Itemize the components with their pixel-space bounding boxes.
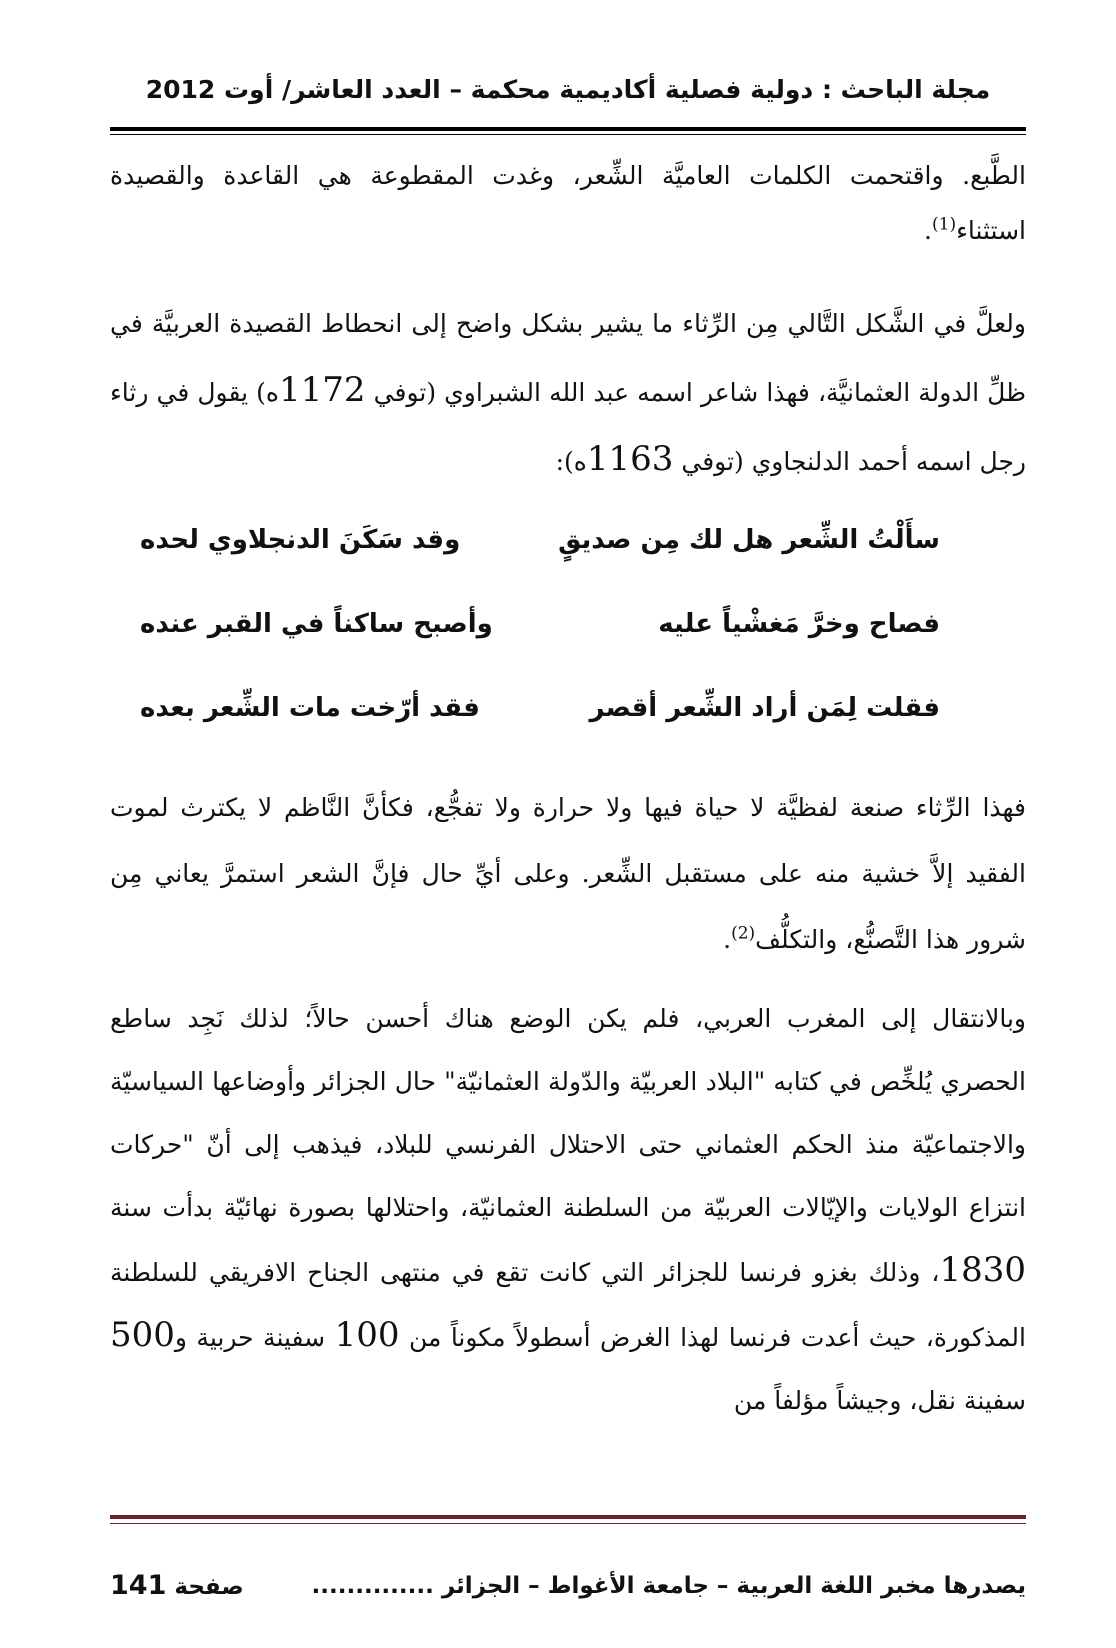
paragraph-1-text: الطَّبع. واقتحمت الكلمات العاميَّة الشِّعر، وغدت المقطوعة هي القاعدة والقصيدة استثناء [110,161,1026,245]
verse-first-hemistich: سأَلْتُ الشِّعر هل لك مِن صديقٍ [558,525,940,555]
verse-first-hemistich: فصاح وخرَّ مَغشْياً عليه [658,609,940,639]
paragraph-4-text-a: وبالانتقال إلى المغرب العربي، فلم يكن الوضع هناك أحسن حالاً؛ لذلك نَجِد ساطع الحصري يُلخِّص في كتابه "البلاد العربيّة والدّولة العثمانيّة" حال الجزائر وأوضاعها السياسيّة والاجتماعيّة منذ الحكم العثماني حتى الاحتلال الفرنسي للبلاد، فيذهب إلى أنّ "حركات انتزاع الولايات والإيّالات العربيّة من السلطنة العثمانيّة، واحتلالها بصورة نهائيّة بدأت سنة [110,1004,1026,1222]
paragraph-2-text-b: ه) يقول في رثاء رجل اسمه أحمد الدلنجاوي (توفي [110,378,1026,476]
poem-verses [140,510,940,762]
death-year-dalanjawi: 1163 [586,439,674,479]
paragraph-2 [110,290,1026,495]
paragraph-4-text-b: ، وذلك بغزو فرنسا للجزائر التي كانت تقع في منتهى الجناح الافريقي للسلطنة المذكورة، حيث أعدت فرنسا لهذا الغرض أسطولاً مكوناً من [110,1258,1026,1352]
footnote-ref-2: (2) [731,923,756,944]
paragraph-3-end: . [723,925,732,954]
invasion-year: 1830 [939,1250,1026,1290]
paragraph-3 [110,775,1026,973]
header-rule-thin [110,134,1026,135]
journal-title: مجلة الباحث : دولية فصلية أكاديمية محكمة – العدد العاشر/ أوت [224,75,991,104]
footer-rule [110,1515,1026,1519]
verse-second-hemistich: وأصبح ساكناً في القبر عنده [140,609,493,639]
verse-first-hemistich: فقلت لِمَن أراد الشِّعر أقصر [589,693,940,723]
paragraph-4 [110,987,1026,1432]
footer-rule-thin [110,1523,1026,1524]
verse-row [140,678,940,762]
paragraph-1-end: . [924,216,932,245]
warship-count: 100 [334,1315,400,1355]
page-label: صفحة [174,1574,244,1600]
page-number: 141 [110,1570,167,1601]
issue-year: 2012 [145,75,216,104]
paragraph-2-text-a: ولعلَّ في الشَّكل التَّالي مِن الرِّثاء ما يشير بشكل واضح إلى انحطاط القصيدة العربيَّة في ظلِّ الدولة العثمانيَّة، فهذا شاعر اسمه عبد الله الشبراوي (توفي [110,309,1026,407]
verse-row [140,510,940,594]
page-number-block [110,1568,244,1605]
paragraph-4-text-d: سفينة نقل، وجيشاً مؤلفاً من [733,1386,1026,1415]
transport-ship-count: 500 [110,1315,175,1355]
footnote-ref-1: (1) [931,214,957,235]
running-header [110,70,1026,110]
verse-second-hemistich: وقد سَكَنَ الدنجلاوي لحده [140,525,461,555]
verse-second-hemistich: فقد أرّخت مات الشِّعر بعده [140,693,480,723]
paragraph-1 [110,148,1026,258]
paragraph-2-text-c: ه): [555,447,587,476]
header-rule [110,127,1026,131]
publisher-line: يصدرها مخبر اللغة العربية – جامعة الأغواط – الجزائر .............. [311,1573,1026,1599]
verse-row [140,594,940,678]
paragraph-3-text: فهذا الرِّثاء صنعة لفظيَّة لا حياة فيها ولا حرارة ولا تفجُّع، فكأنَّ النَّاظم لا يكترث لموت الفقيد إلاَّ خشية منه على مستقبل الشِّعر. وعلى أيِّ حال فإنَّ الشعر استمرَّ يعاني مِن شرور هذا التَّصنُّع، والتكلُّف [110,793,1026,954]
paragraph-4-text-c: سفينة حربية و [174,1323,335,1352]
death-year-shabrawi: 1172 [279,370,366,410]
